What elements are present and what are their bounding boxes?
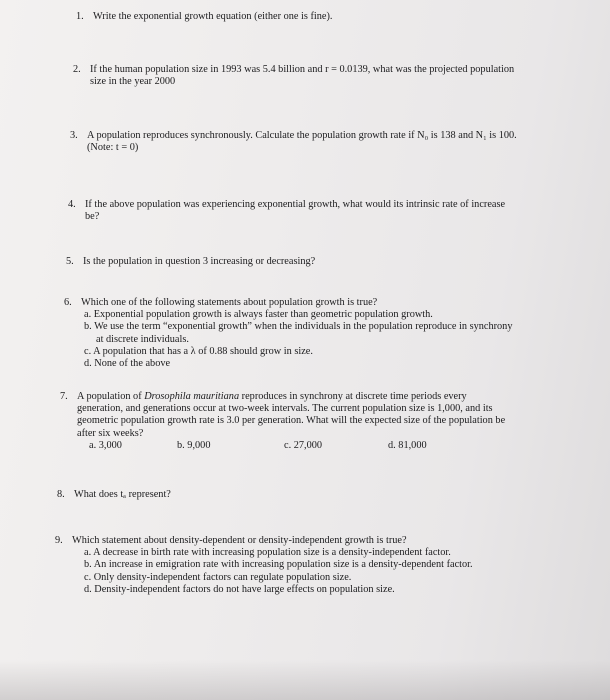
answer-option-b-continued: at discrete individuals. [96, 333, 189, 345]
question-number: 9. [55, 535, 63, 546]
answer-option-c: c. 27,000 [284, 439, 323, 451]
page-shadow [0, 660, 610, 700]
answer-option-b: b. 9,000 [177, 439, 211, 451]
question-number: 3. [70, 130, 78, 141]
question-number: 8. [57, 489, 65, 500]
answer-option-b: b. An increase in emigration rate with increasing population size is a density-dependent factor. [84, 559, 473, 571]
question-number: 2. [73, 64, 81, 75]
question-3 [70, 130, 580, 158]
answer-option-a: a. Exponential population growth is always faster than geometric population growth. [84, 309, 433, 321]
question-text-line: geometric population growth rate is 3.0 per generation. What will the expected size of the population be [77, 415, 506, 427]
question-text: Write the exponential growth equation (either one is fine). [93, 11, 333, 22]
question-1 [76, 11, 576, 25]
answer-options-row [77, 440, 505, 452]
question-text-line: (Note: t = 0) [87, 142, 139, 154]
question-5 [66, 256, 566, 270]
answer-option-c: c. A population that has a λ of 0.88 should grow in size. [84, 345, 313, 357]
question-6 [64, 297, 584, 377]
answer-option-c: c. Only density-independent factors can regulate population size. [84, 571, 352, 583]
question-7 [60, 391, 585, 461]
question-9 [55, 535, 585, 605]
answer-option-d: d. 81,000 [388, 439, 427, 451]
question-text-line: generation, and generations occur at two-week intervals. The current population size is 1,000, and its [77, 403, 493, 415]
question-number: 7. [60, 391, 68, 402]
answer-option-b: b. We use the term “exponential growth” when the individuals in the population reproduce in synchrony [84, 321, 513, 333]
question-text-line: A population reproduces synchronously. Calculate the population growth rate if N₀ is 138 and N₁ is 100. [87, 130, 517, 141]
question-number: 6. [64, 297, 72, 308]
question-text-line: If the human population size in 1993 was 5.4 billion and r = 0.0139, what was the projected population [90, 64, 515, 75]
question-4 [68, 199, 578, 227]
answer-option-a: a. 3,000 [89, 439, 122, 451]
species-name: Drosophila mauritiana [144, 391, 240, 402]
question-text-line: after six weeks? [77, 427, 144, 439]
question-8 [57, 489, 557, 503]
question-number: 1. [76, 11, 84, 22]
question-text-line: be? [85, 211, 100, 223]
question-text: Is the population in question 3 increasing or decreasing? [83, 256, 316, 267]
question-number: 4. [68, 199, 76, 210]
answer-option-d: d. None of the above [84, 358, 171, 370]
question-text-part: A population of [77, 391, 145, 402]
question-text-part: reproduces in synchrony at discrete time periods every [239, 391, 467, 402]
question-text-line: size in the year 2000 [90, 76, 176, 88]
question-2 [73, 64, 573, 92]
question-text-line: If the above population was experiencing exponential growth, what would its intrinsic rate of increase [85, 199, 506, 210]
question-text-line [77, 391, 505, 403]
question-number: 5. [66, 256, 74, 267]
question-stem: Which one of the following statements about population growth is true? [81, 297, 378, 308]
answer-option-a: a. A decrease in birth rate with increasing population size is a density-independent factor. [84, 547, 451, 559]
question-text: What does tₐ represent? [74, 489, 171, 500]
question-stem: Which statement about density-dependent or density-independent growth is true? [72, 535, 407, 546]
answer-option-d: d. Density-independent factors do not have large effects on population size. [84, 583, 395, 595]
